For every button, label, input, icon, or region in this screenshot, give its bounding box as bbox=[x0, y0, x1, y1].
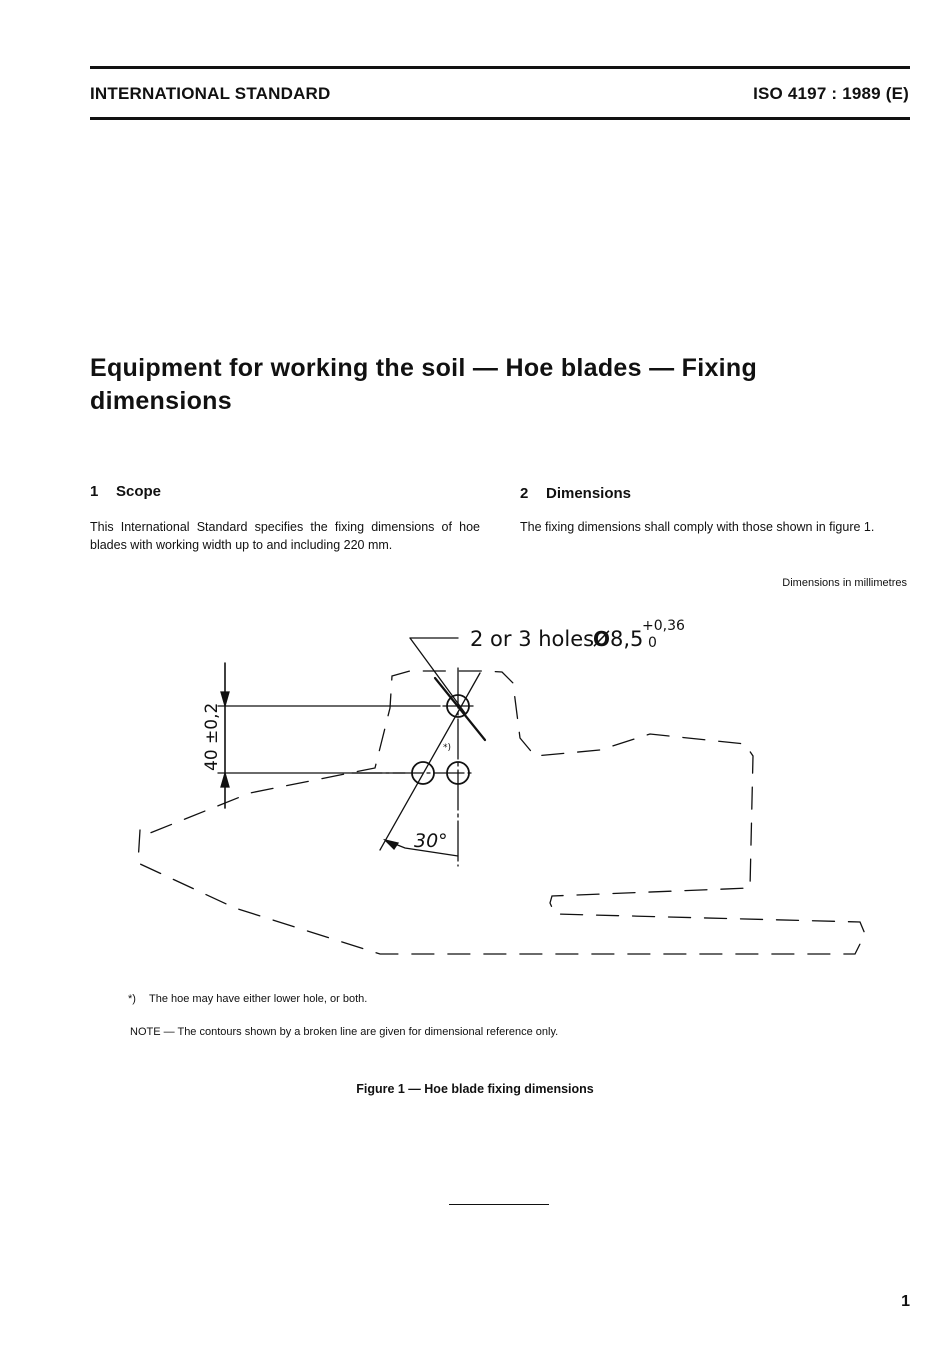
asterisk-mark: *) bbox=[128, 993, 136, 1005]
spacing-label: 40 ±0,2 bbox=[202, 702, 222, 771]
asterisk-footnote bbox=[128, 993, 367, 1005]
figure-caption: Figure 1 — Hoe blade fixing dimensions bbox=[356, 1082, 594, 1096]
section-1-title: Scope bbox=[116, 483, 162, 500]
section-2-heading bbox=[520, 485, 631, 502]
section-1-number: 1 bbox=[90, 483, 99, 500]
tolerance-lower: 0 bbox=[648, 635, 657, 651]
section-2-text: The fixing dimensions shall comply with those shown in figure 1. bbox=[520, 520, 875, 534]
header-top-rule bbox=[90, 66, 910, 69]
angle-reference-line bbox=[380, 673, 480, 850]
tolerance-upper: +0,36 bbox=[642, 618, 685, 634]
diameter-symbol: Ø bbox=[593, 627, 611, 651]
header-left-text: INTERNATIONAL STANDARD bbox=[90, 84, 331, 103]
section-2-title: Dimensions bbox=[546, 485, 632, 502]
header-right-text: ISO 4197 : 1989 (E) bbox=[753, 84, 909, 103]
dimensions-note: Dimensions in millimetres bbox=[782, 577, 907, 589]
page-number: 1 bbox=[901, 1293, 910, 1310]
angle-label: 30° bbox=[414, 830, 448, 852]
holes-label: 2 or 3 holes bbox=[470, 627, 595, 651]
asterisk-footnote-text: The hoe may have either lower hole, or both. bbox=[149, 993, 368, 1005]
asterisk-marker: *) bbox=[443, 743, 452, 753]
diameter-value: 8,5 bbox=[610, 627, 644, 651]
document-title: Equipment for working the soil — Hoe blades — Fixing dimensions bbox=[90, 354, 758, 415]
section-2-number: 2 bbox=[520, 485, 529, 502]
end-rule bbox=[449, 1204, 549, 1205]
note-text: NOTE — The contours shown by a broken line are given for dimensional reference only. bbox=[130, 1026, 559, 1038]
header-bottom-rule bbox=[90, 117, 910, 120]
section-1-heading bbox=[90, 483, 161, 500]
blade-outline-dashed bbox=[138, 671, 865, 954]
hoe-blade-drawing bbox=[120, 608, 880, 968]
section-1-text: This International Standard specifies the fixing dimensions of hoe blades with working width up to and including 220 mm. bbox=[90, 520, 480, 552]
